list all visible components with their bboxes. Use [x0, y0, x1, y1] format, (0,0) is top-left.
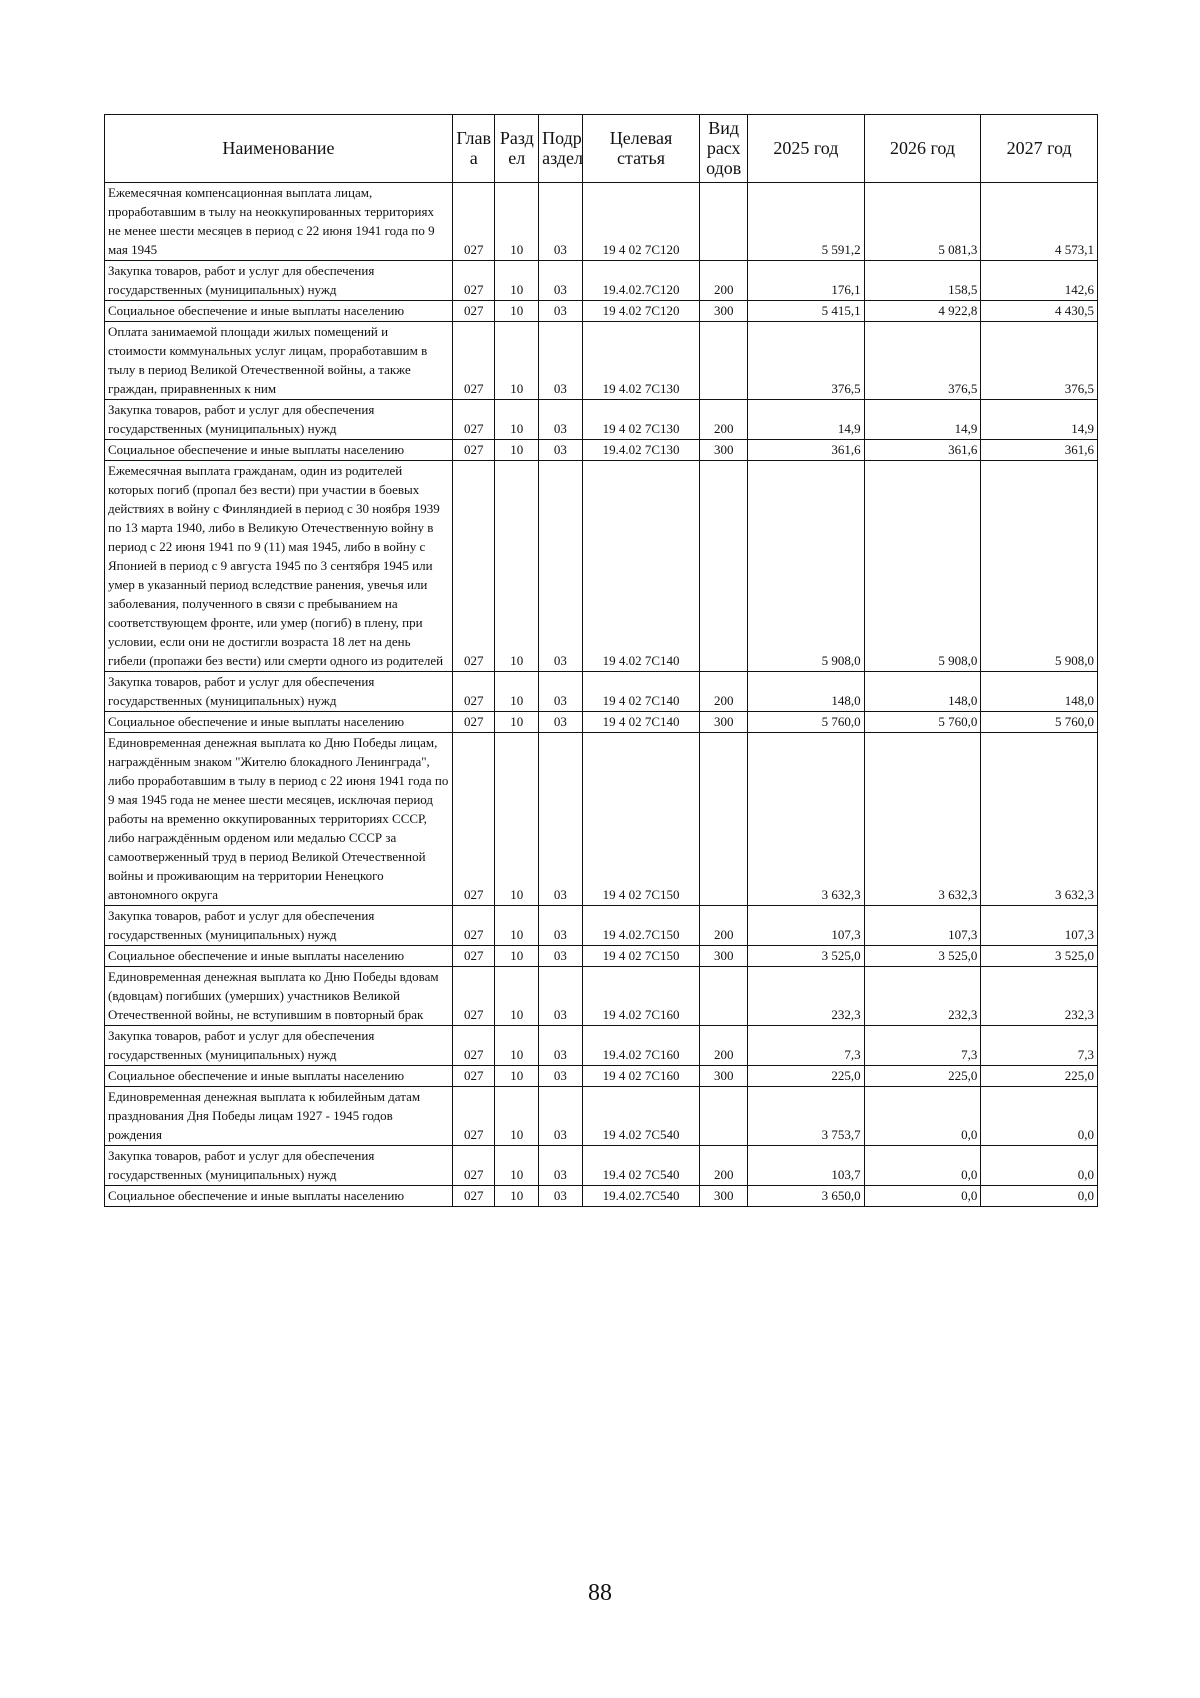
table-row: [105, 1186, 1098, 1207]
cell-razdel: 10: [495, 1146, 539, 1186]
cell-2025: 232,3: [748, 967, 865, 1026]
cell-2025: 361,6: [748, 440, 865, 461]
cell-2026: 5 081,3: [864, 183, 981, 261]
cell-2026: 148,0: [864, 672, 981, 712]
cell-podrazdel: 03: [539, 400, 583, 440]
cell-2026: 14,9: [864, 400, 981, 440]
cell-article: 19.4.02.7С120: [582, 261, 700, 301]
cell-razdel: 10: [495, 461, 539, 672]
cell-vid: [700, 461, 748, 672]
cell-podrazdel: 03: [539, 301, 583, 322]
cell-podrazdel: 03: [539, 322, 583, 400]
cell-2027: 142,6: [981, 261, 1098, 301]
cell-2027: 232,3: [981, 967, 1098, 1026]
cell-glava: 027: [452, 733, 495, 906]
table-row: [105, 712, 1098, 733]
cell-glava: 027: [452, 400, 495, 440]
cell-2025: 14,9: [748, 400, 865, 440]
cell-2027: 3 632,3: [981, 733, 1098, 906]
cell-2026: 376,5: [864, 322, 981, 400]
header-2026: 2026 год: [864, 115, 981, 183]
cell-glava: 027: [452, 322, 495, 400]
cell-2025: 376,5: [748, 322, 865, 400]
cell-razdel: 10: [495, 322, 539, 400]
header-2025: 2025 год: [748, 115, 865, 183]
cell-2027: 14,9: [981, 400, 1098, 440]
cell-2026: 0,0: [864, 1146, 981, 1186]
header-podrazdel: Подр аздел: [539, 115, 583, 183]
cell-razdel: 10: [495, 946, 539, 967]
cell-razdel: 10: [495, 400, 539, 440]
cell-name: Единовременная денежная выплата ко Дню Победы вдовам (вдовцам) погибших (умерших) участников Великой Отечественной войны, не вступившим в повторный брак: [105, 967, 453, 1026]
table-row: [105, 261, 1098, 301]
cell-2026: 232,3: [864, 967, 981, 1026]
cell-article: 19 4 02 7С120: [582, 183, 700, 261]
cell-article: 19.4.02 7С160: [582, 1026, 700, 1066]
header-vid: Вид расх одов: [700, 115, 748, 183]
cell-article: 19 4.02 7С140: [582, 461, 700, 672]
cell-2027: 107,3: [981, 906, 1098, 946]
cell-glava: 027: [452, 1186, 495, 1207]
cell-2026: 107,3: [864, 906, 981, 946]
cell-name: Закупка товаров, работ и услуг для обеспечения государственных (муниципальных) нужд: [105, 400, 453, 440]
cell-podrazdel: 03: [539, 261, 583, 301]
cell-vid: 200: [700, 1146, 748, 1186]
cell-2026: 361,6: [864, 440, 981, 461]
cell-glava: 027: [452, 967, 495, 1026]
cell-razdel: 10: [495, 1087, 539, 1146]
cell-razdel: 10: [495, 733, 539, 906]
cell-2025: 5 760,0: [748, 712, 865, 733]
cell-article: 19 4 02 7С130: [582, 400, 700, 440]
cell-article: 19 4 02 7С140: [582, 712, 700, 733]
cell-2026: 4 922,8: [864, 301, 981, 322]
cell-razdel: 10: [495, 301, 539, 322]
cell-article: 19 4.02.7С150: [582, 906, 700, 946]
cell-vid: [700, 967, 748, 1026]
cell-article: 19 4 02 7С150: [582, 733, 700, 906]
cell-2026: 0,0: [864, 1087, 981, 1146]
table-row: [105, 906, 1098, 946]
cell-2027: 0,0: [981, 1146, 1098, 1186]
cell-vid: [700, 183, 748, 261]
cell-name: Социальное обеспечение и иные выплаты населению: [105, 301, 453, 322]
cell-2027: 4 573,1: [981, 183, 1098, 261]
cell-podrazdel: 03: [539, 1186, 583, 1207]
header-2027: 2027 год: [981, 115, 1098, 183]
cell-name: Закупка товаров, работ и услуг для обеспечения государственных (муниципальных) нужд: [105, 1026, 453, 1066]
cell-razdel: 10: [495, 967, 539, 1026]
cell-article: 19.4.02 7С130: [582, 440, 700, 461]
header-glava: Глав а: [452, 115, 495, 183]
cell-name: Оплата занимаемой площади жилых помещений и стоимости коммунальных услуг лицам, проработавшим в тылу в период Великой Отечественной войны, а также граждан, приравненных к ним: [105, 322, 453, 400]
cell-2025: 5 591,2: [748, 183, 865, 261]
cell-2025: 5 908,0: [748, 461, 865, 672]
cell-glava: 027: [452, 1026, 495, 1066]
cell-2027: 376,5: [981, 322, 1098, 400]
table-row: [105, 672, 1098, 712]
cell-glava: 027: [452, 183, 495, 261]
cell-name: Закупка товаров, работ и услуг для обеспечения государственных (муниципальных) нужд: [105, 261, 453, 301]
cell-glava: 027: [452, 461, 495, 672]
cell-razdel: 10: [495, 261, 539, 301]
cell-2026: 5 760,0: [864, 712, 981, 733]
cell-podrazdel: 03: [539, 906, 583, 946]
header-razdel: Разд ел: [495, 115, 539, 183]
cell-2027: 148,0: [981, 672, 1098, 712]
cell-article: 19 4 02 7С160: [582, 1066, 700, 1087]
cell-podrazdel: 03: [539, 440, 583, 461]
page-number: 88: [588, 1580, 612, 1606]
table-row: [105, 1026, 1098, 1066]
cell-2025: 103,7: [748, 1146, 865, 1186]
cell-vid: 300: [700, 1186, 748, 1207]
table-row: [105, 322, 1098, 400]
cell-razdel: 10: [495, 1186, 539, 1207]
cell-2025: 176,1: [748, 261, 865, 301]
cell-glava: 027: [452, 672, 495, 712]
cell-name: Социальное обеспечение и иные выплаты населению: [105, 712, 453, 733]
cell-podrazdel: 03: [539, 967, 583, 1026]
cell-glava: 027: [452, 440, 495, 461]
cell-glava: 027: [452, 1146, 495, 1186]
cell-2026: 3 632,3: [864, 733, 981, 906]
cell-glava: 027: [452, 1066, 495, 1087]
cell-razdel: 10: [495, 672, 539, 712]
cell-2025: 3 632,3: [748, 733, 865, 906]
cell-2025: 7,3: [748, 1026, 865, 1066]
cell-name: Единовременная денежная выплата к юбилейным датам празднования Дня Победы лицам 1927 - 1945 годов рождения: [105, 1087, 453, 1146]
cell-name: Закупка товаров, работ и услуг для обеспечения государственных (муниципальных) нужд: [105, 1146, 453, 1186]
cell-vid: [700, 733, 748, 906]
cell-2026: 7,3: [864, 1026, 981, 1066]
cell-name: Социальное обеспечение и иные выплаты населению: [105, 946, 453, 967]
table-row: [105, 400, 1098, 440]
table-body: [105, 183, 1098, 1207]
cell-2025: 5 415,1: [748, 301, 865, 322]
cell-2025: 148,0: [748, 672, 865, 712]
table-row: [105, 1066, 1098, 1087]
cell-2025: 225,0: [748, 1066, 865, 1087]
cell-vid: 200: [700, 906, 748, 946]
table-header-row: [105, 115, 1098, 183]
budget-table: [104, 114, 1098, 1207]
cell-podrazdel: 03: [539, 712, 583, 733]
cell-razdel: 10: [495, 1066, 539, 1087]
cell-razdel: 10: [495, 1026, 539, 1066]
cell-article: 19 4 02 7С150: [582, 946, 700, 967]
cell-razdel: 10: [495, 906, 539, 946]
cell-podrazdel: 03: [539, 1146, 583, 1186]
cell-name: Ежемесячная выплата гражданам, один из родителей которых погиб (пропал без вести) при участии в боевых действиях в войну с Финляндией в период с 30 ноября 1939 по 13 марта 1940, либо в Великую Отечественную войну в период с 22 июня 1941 по 9 (11) мая 1945, либо в войну с Японией в период с 9 августа 1945 по 3 сентября 1945 или умер в указанный период вследствие ранения, увечья или заболевания, полученного в связи с пребыванием на соответствующем фронте, или умер (погиб) в плену, при условии, если они не достигли возраста 18 лет на день гибели (пропажи без вести) или смерти одного из родителей: [105, 461, 453, 672]
cell-vid: 200: [700, 1026, 748, 1066]
cell-razdel: 10: [495, 712, 539, 733]
cell-name: Закупка товаров, работ и услуг для обеспечения государственных (муниципальных) нужд: [105, 672, 453, 712]
table-row: [105, 301, 1098, 322]
cell-article: 19.4.02.7С540: [582, 1186, 700, 1207]
cell-article: 19 4 02 7С140: [582, 672, 700, 712]
cell-2026: 5 908,0: [864, 461, 981, 672]
cell-article: 19 4.02 7С130: [582, 322, 700, 400]
cell-article: 19 4.02 7С160: [582, 967, 700, 1026]
cell-name: Единовременная денежная выплата ко Дню Победы лицам, награждённым знаком "Жителю блокадного Ленинграда", либо проработавшим в тылу в период с 22 июня 1941 года по 9 мая 1945 года не менее шести месяцев, исключая период работы на временно оккупированных территориях СССР, либо награждённым орденом или медалью СССР за самоотверженный труд в период Великой Отечественной войны и проживающим на территории Ненецкого автономного округа: [105, 733, 453, 906]
cell-2025: 3 525,0: [748, 946, 865, 967]
cell-vid: 200: [700, 672, 748, 712]
cell-2027: 225,0: [981, 1066, 1098, 1087]
cell-name: Социальное обеспечение и иные выплаты населению: [105, 1186, 453, 1207]
cell-vid: 300: [700, 301, 748, 322]
cell-vid: 300: [700, 712, 748, 733]
table-row: [105, 1146, 1098, 1186]
cell-article: 19 4.02 7С120: [582, 301, 700, 322]
table-row: [105, 440, 1098, 461]
cell-vid: 200: [700, 261, 748, 301]
cell-vid: [700, 1087, 748, 1146]
table-row: [105, 733, 1098, 906]
cell-vid: 300: [700, 440, 748, 461]
table-row: [105, 946, 1098, 967]
cell-2026: 225,0: [864, 1066, 981, 1087]
cell-2027: 0,0: [981, 1186, 1098, 1207]
cell-podrazdel: 03: [539, 461, 583, 672]
cell-podrazdel: 03: [539, 1066, 583, 1087]
cell-razdel: 10: [495, 183, 539, 261]
cell-2027: 0,0: [981, 1087, 1098, 1146]
cell-name: Социальное обеспечение и иные выплаты населению: [105, 1066, 453, 1087]
cell-podrazdel: 03: [539, 1026, 583, 1066]
cell-razdel: 10: [495, 440, 539, 461]
cell-2026: 3 525,0: [864, 946, 981, 967]
cell-2025: 3 753,7: [748, 1087, 865, 1146]
cell-vid: 300: [700, 1066, 748, 1087]
table-row: [105, 967, 1098, 1026]
cell-2026: 0,0: [864, 1186, 981, 1207]
table-row: [105, 183, 1098, 261]
cell-glava: 027: [452, 906, 495, 946]
cell-2027: 361,6: [981, 440, 1098, 461]
cell-2026: 158,5: [864, 261, 981, 301]
header-name: Наименование: [105, 115, 453, 183]
cell-glava: 027: [452, 261, 495, 301]
cell-name: Закупка товаров, работ и услуг для обеспечения государственных (муниципальных) нужд: [105, 906, 453, 946]
cell-glava: 027: [452, 301, 495, 322]
cell-2025: 107,3: [748, 906, 865, 946]
header-article: Целевая статья: [582, 115, 700, 183]
cell-name: Ежемесячная компенсационная выплата лицам, проработавшим в тылу на неоккупированных территориях не менее шести месяцев в период с 22 июня 1941 года по 9 мая 1945: [105, 183, 453, 261]
cell-vid: 200: [700, 400, 748, 440]
cell-vid: [700, 322, 748, 400]
cell-podrazdel: 03: [539, 183, 583, 261]
cell-2025: 3 650,0: [748, 1186, 865, 1207]
cell-podrazdel: 03: [539, 733, 583, 906]
cell-2027: 5 908,0: [981, 461, 1098, 672]
cell-article: 19.4 02 7С540: [582, 1146, 700, 1186]
table-row: [105, 1087, 1098, 1146]
cell-2027: 4 430,5: [981, 301, 1098, 322]
cell-glava: 027: [452, 712, 495, 733]
cell-name: Социальное обеспечение и иные выплаты населению: [105, 440, 453, 461]
cell-podrazdel: 03: [539, 672, 583, 712]
cell-podrazdel: 03: [539, 946, 583, 967]
cell-glava: 027: [452, 946, 495, 967]
cell-vid: 300: [700, 946, 748, 967]
cell-2027: 5 760,0: [981, 712, 1098, 733]
cell-glava: 027: [452, 1087, 495, 1146]
cell-2027: 7,3: [981, 1026, 1098, 1066]
cell-podrazdel: 03: [539, 1087, 583, 1146]
table-row: [105, 461, 1098, 672]
cell-article: 19 4.02 7С540: [582, 1087, 700, 1146]
cell-2027: 3 525,0: [981, 946, 1098, 967]
